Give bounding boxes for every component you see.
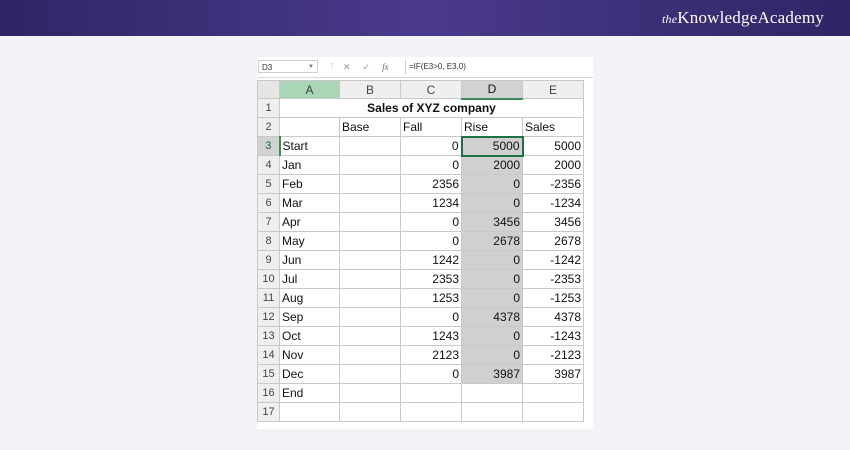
sales-cell[interactable]: [523, 403, 584, 422]
rise-cell[interactable]: 0: [462, 346, 523, 365]
row-number[interactable]: 9: [258, 251, 280, 270]
base-cell[interactable]: [340, 213, 401, 232]
month-cell[interactable]: Mar: [280, 194, 340, 213]
row-number[interactable]: 11: [258, 289, 280, 308]
fall-cell[interactable]: 1243: [401, 327, 462, 346]
row-number[interactable]: 13: [258, 327, 280, 346]
table-row: [258, 194, 584, 213]
rise-cell[interactable]: 2678: [462, 232, 523, 251]
base-cell[interactable]: [340, 137, 401, 156]
table-row: [258, 346, 584, 365]
cancel-icon[interactable]: ✕: [343, 61, 351, 72]
base-cell[interactable]: [340, 194, 401, 213]
table-row: [258, 365, 584, 384]
month-cell[interactable]: Apr: [280, 213, 340, 232]
fall-cell[interactable]: 0: [401, 308, 462, 327]
divider: [405, 60, 406, 74]
formula-bar: [257, 57, 593, 78]
base-cell[interactable]: [340, 384, 401, 403]
row-number[interactable]: 15: [258, 365, 280, 384]
brand-accent: Academy: [757, 8, 824, 27]
table-row: [258, 118, 584, 137]
month-cell[interactable]: Sep: [280, 308, 340, 327]
month-cell[interactable]: End: [280, 384, 340, 403]
sales-cell[interactable]: -1243: [523, 327, 584, 346]
table-row: [258, 384, 584, 403]
fall-cell[interactable]: 2353: [401, 270, 462, 289]
brand-prefix: the: [662, 12, 678, 26]
header-cell[interactable]: Rise: [462, 118, 523, 137]
row-number[interactable]: 7: [258, 213, 280, 232]
sales-cell[interactable]: 5000: [523, 137, 584, 156]
sales-cell[interactable]: [523, 384, 584, 403]
fall-cell[interactable]: 0: [401, 365, 462, 384]
spreadsheet-screenshot: [257, 57, 593, 429]
more-icon: ⋮: [328, 63, 335, 70]
row-number[interactable]: 17: [258, 403, 280, 422]
base-cell[interactable]: [340, 365, 401, 384]
rise-cell[interactable]: 0: [462, 270, 523, 289]
row-number[interactable]: 4: [258, 156, 280, 175]
table-row: [258, 137, 584, 156]
sales-cell[interactable]: 4378: [523, 308, 584, 327]
sheet-grid: [257, 80, 584, 422]
enter-icon[interactable]: ✓: [362, 61, 371, 72]
month-cell[interactable]: Jan: [280, 156, 340, 175]
rise-cell[interactable]: 2000: [462, 156, 523, 175]
header-cell[interactable]: Fall: [401, 118, 462, 137]
base-cell[interactable]: [340, 270, 401, 289]
fall-cell[interactable]: 2123: [401, 346, 462, 365]
fall-cell[interactable]: 1253: [401, 289, 462, 308]
row-number[interactable]: 16: [258, 384, 280, 403]
table-row: [258, 403, 584, 422]
table-row: [258, 99, 584, 118]
brand-name: Knowledge: [677, 8, 758, 27]
sales-cell[interactable]: 3987: [523, 365, 584, 384]
name-box[interactable]: [258, 60, 318, 73]
base-cell[interactable]: [340, 327, 401, 346]
month-cell[interactable]: Jul: [280, 270, 340, 289]
table-row: [258, 289, 584, 308]
row-number[interactable]: 3: [258, 137, 280, 156]
formula-input[interactable]: =IF(E3>0, E3,0): [409, 62, 466, 71]
table-row: [258, 251, 584, 270]
column-header-e[interactable]: E: [523, 81, 584, 99]
sales-cell[interactable]: -1242: [523, 251, 584, 270]
row-number[interactable]: 1: [258, 99, 280, 118]
row-number[interactable]: 8: [258, 232, 280, 251]
fall-cell[interactable]: 0: [401, 213, 462, 232]
rise-cell[interactable]: 0: [462, 251, 523, 270]
sales-cell[interactable]: -1253: [523, 289, 584, 308]
month-cell[interactable]: Feb: [280, 175, 340, 194]
row-number[interactable]: 5: [258, 175, 280, 194]
rise-cell[interactable]: 0: [462, 175, 523, 194]
table-row: [258, 232, 584, 251]
data-rows: [258, 137, 584, 422]
header-cell[interactable]: Base: [340, 118, 401, 137]
name-box-value: D3: [262, 63, 273, 72]
column-header-row: [258, 81, 584, 99]
rise-cell[interactable]: 0: [462, 194, 523, 213]
row-number[interactable]: 14: [258, 346, 280, 365]
table-row: [258, 213, 584, 232]
month-cell[interactable]: May: [280, 232, 340, 251]
row-number[interactable]: 6: [258, 194, 280, 213]
month-cell[interactable]: Dec: [280, 365, 340, 384]
sheet-title-cell[interactable]: Sales of XYZ company: [280, 99, 584, 118]
insert-function-icon[interactable]: fx: [382, 62, 389, 72]
sales-cell[interactable]: -1234: [523, 194, 584, 213]
rise-cell[interactable]: 3987: [462, 365, 523, 384]
fall-cell[interactable]: 0: [401, 232, 462, 251]
base-cell[interactable]: [340, 156, 401, 175]
table-row: [258, 175, 584, 194]
table-row: [258, 308, 584, 327]
base-cell[interactable]: [340, 346, 401, 365]
table-row: [258, 327, 584, 346]
rise-cell[interactable]: [462, 403, 523, 422]
header-cell[interactable]: Sales: [523, 118, 584, 137]
fall-cell[interactable]: 0: [401, 137, 462, 156]
cell[interactable]: [280, 118, 340, 137]
base-cell[interactable]: [340, 403, 401, 422]
month-cell[interactable]: Nov: [280, 346, 340, 365]
base-cell[interactable]: [340, 232, 401, 251]
rise-cell[interactable]: 0: [462, 327, 523, 346]
month-cell[interactable]: Start: [280, 137, 340, 156]
fall-cell[interactable]: 0: [401, 156, 462, 175]
fall-cell[interactable]: 1242: [401, 251, 462, 270]
column-header-d[interactable]: D: [462, 81, 523, 99]
sales-cell[interactable]: 3456: [523, 213, 584, 232]
month-cell[interactable]: [280, 403, 340, 422]
base-cell[interactable]: [340, 289, 401, 308]
fall-cell[interactable]: 2356: [401, 175, 462, 194]
rise-cell[interactable]: 0: [462, 289, 523, 308]
sales-cell[interactable]: -2356: [523, 175, 584, 194]
column-header-b[interactable]: B: [340, 81, 401, 99]
rise-cell[interactable]: [462, 384, 523, 403]
top-banner: [0, 0, 850, 36]
rise-cell[interactable]: 3456: [462, 213, 523, 232]
base-cell[interactable]: [340, 175, 401, 194]
table-row: [258, 156, 584, 175]
column-header-c[interactable]: C: [401, 81, 462, 99]
brand-logo: [662, 8, 824, 28]
fall-cell[interactable]: [401, 384, 462, 403]
sales-cell[interactable]: 2000: [523, 156, 584, 175]
column-header-a[interactable]: A: [280, 81, 340, 99]
sales-cell[interactable]: -2123: [523, 346, 584, 365]
row-number[interactable]: 2: [258, 118, 280, 137]
sales-cell[interactable]: -2353: [523, 270, 584, 289]
month-cell[interactable]: Aug: [280, 289, 340, 308]
base-cell[interactable]: [340, 251, 401, 270]
row-number[interactable]: 12: [258, 308, 280, 327]
row-number[interactable]: 10: [258, 270, 280, 289]
month-cell[interactable]: Oct: [280, 327, 340, 346]
table-row: [258, 270, 584, 289]
active-cell[interactable]: 5000: [462, 137, 523, 156]
sales-cell[interactable]: 2678: [523, 232, 584, 251]
select-all-corner[interactable]: [258, 81, 280, 99]
rise-cell[interactable]: 4378: [462, 308, 523, 327]
base-cell[interactable]: [340, 308, 401, 327]
month-cell[interactable]: Jun: [280, 251, 340, 270]
fall-cell[interactable]: 1234: [401, 194, 462, 213]
chevron-down-icon[interactable]: ▼: [308, 64, 314, 70]
fall-cell[interactable]: [401, 403, 462, 422]
